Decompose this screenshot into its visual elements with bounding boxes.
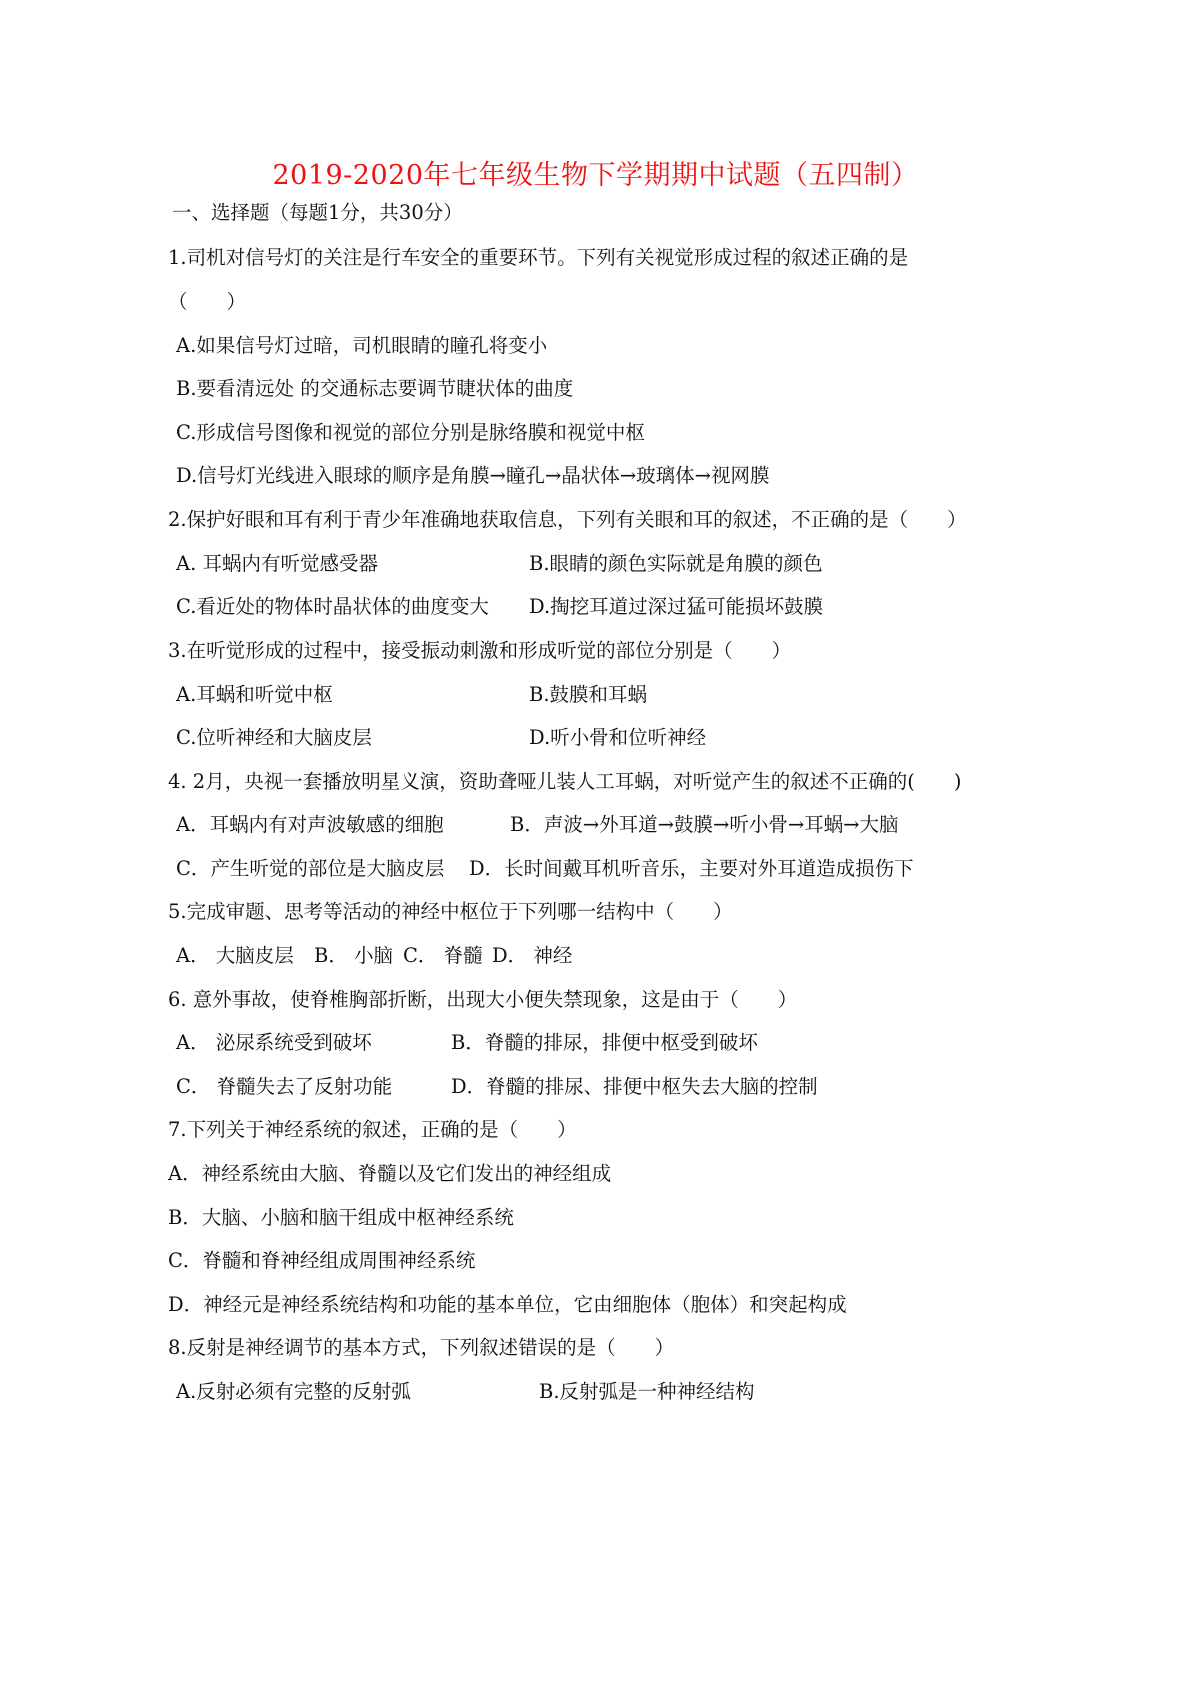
question-1-answer-blank: （ ） [168,290,247,313]
question-7-option-a: A．神经系统由大脑、脊髓以及它们发出的神经组成 [168,1162,612,1185]
question-8-option-a: A.反射必须有完整的反射弧 [176,1380,411,1403]
question-2-option-b: B.眼睛的颜色实际就是角膜的颜色 [529,552,823,575]
question-3-option-d: D.听小骨和位听神经 [529,726,707,749]
question-1-option-c: C.形成信号图像和视觉的部位分别是脉络膜和视觉中枢 [176,421,645,444]
question-6-option-c: C． 脊髓失去了反射功能 [176,1075,393,1098]
question-1-stem: 1.司机对信号灯的关注是行车安全的重要环节。下列有关视觉形成过程的叙述正确的是 [168,246,909,269]
question-7-option-c: C．脊髓和脊神经组成周围神经系统 [168,1249,476,1272]
exam-title: 2019-2020年七年级生物下学期期中试题（五四制） [272,160,919,191]
question-7-stem: 7.下列关于神经系统的叙述，正确的是（ ） [168,1118,577,1141]
question-1-option-d: D.信号灯光线进入眼球的顺序是角膜→瞳孔→晶状体→玻璃体→视网膜 [176,464,770,487]
question-5-option-c: C． 脊髓 [403,944,483,967]
question-4-option-b: B．声波→外耳道→鼓膜→听小骨→耳蜗→大脑 [510,813,899,836]
question-3-option-c: C.位听神经和大脑皮层 [176,726,372,749]
question-5-stem: 5.完成审题、思考等活动的神经中枢位于下列哪一结构中（ ） [168,900,733,923]
question-5-option-b: B． 小脑 [314,944,394,967]
question-4-option-c: C．产生听觉的部位是大脑皮层 [176,857,445,880]
question-6-option-b: B．脊髓的排尿，排便中枢受到破坏 [451,1031,758,1054]
question-5-option-a: A． 大脑皮层 [176,944,294,967]
question-5-option-d: D． 神经 [492,944,573,967]
section-heading: 一、选择题（每题1分，共30分） [172,201,463,224]
question-7-option-d: D．神经元是神经系统结构和功能的基本单位，它由细胞体（胞体）和突起构成 [168,1293,847,1316]
question-2-option-a: A. 耳蜗内有听觉感受器 [176,552,378,575]
question-2-stem: 2.保护好眼和耳有利于青少年准确地获取信息，下列有关眼和耳的叙述，不正确的是（ ） [168,508,967,531]
question-8-option-b: B.反射弧是一种神经结构 [539,1380,755,1403]
question-1-option-b: B.要看清远处 的交通标志要调节睫状体的曲度 [176,377,574,400]
question-4-stem: 4. 2月，央视一套播放明星义演，资助聋哑儿装人工耳蜗，对听觉产生的叙述不正确的( ) [168,770,962,793]
question-1-option-a: A.如果信号灯过暗，司机眼睛的瞳孔将变小 [176,334,548,357]
question-8-stem: 8.反射是神经调节的基本方式，下列叙述错误的是（ ） [168,1336,675,1359]
question-2-option-c: C.看近处的物体时晶状体的曲度变大 [176,595,489,618]
question-4-option-a: A．耳蜗内有对声波敏感的细胞 [176,813,444,836]
question-3-option-b: B.鼓膜和耳蜗 [529,683,648,706]
question-2-option-d: D.掏挖耳道过深过猛可能损坏鼓膜 [529,595,824,618]
question-6-stem: 6. 意外事故，使脊椎胸部折断，出现大小便失禁现象，这是由于（ ） [168,988,798,1011]
question-4-option-d: D．长时间戴耳机听音乐，主要对外耳道造成损伤下 [469,857,914,880]
question-3-option-a: A.耳蜗和听觉中枢 [176,683,333,706]
question-6-option-a: A． 泌尿系统受到破坏 [176,1031,372,1054]
question-6-option-d: D．脊髓的排尿、排便中枢失去大脑的控制 [451,1075,818,1098]
question-7-option-b: B．大脑、小脑和脑干组成中枢神经系统 [168,1206,514,1229]
question-3-stem: 3.在听觉形成的过程中，接受振动刺激和形成听觉的部位分别是（ ） [168,639,792,662]
